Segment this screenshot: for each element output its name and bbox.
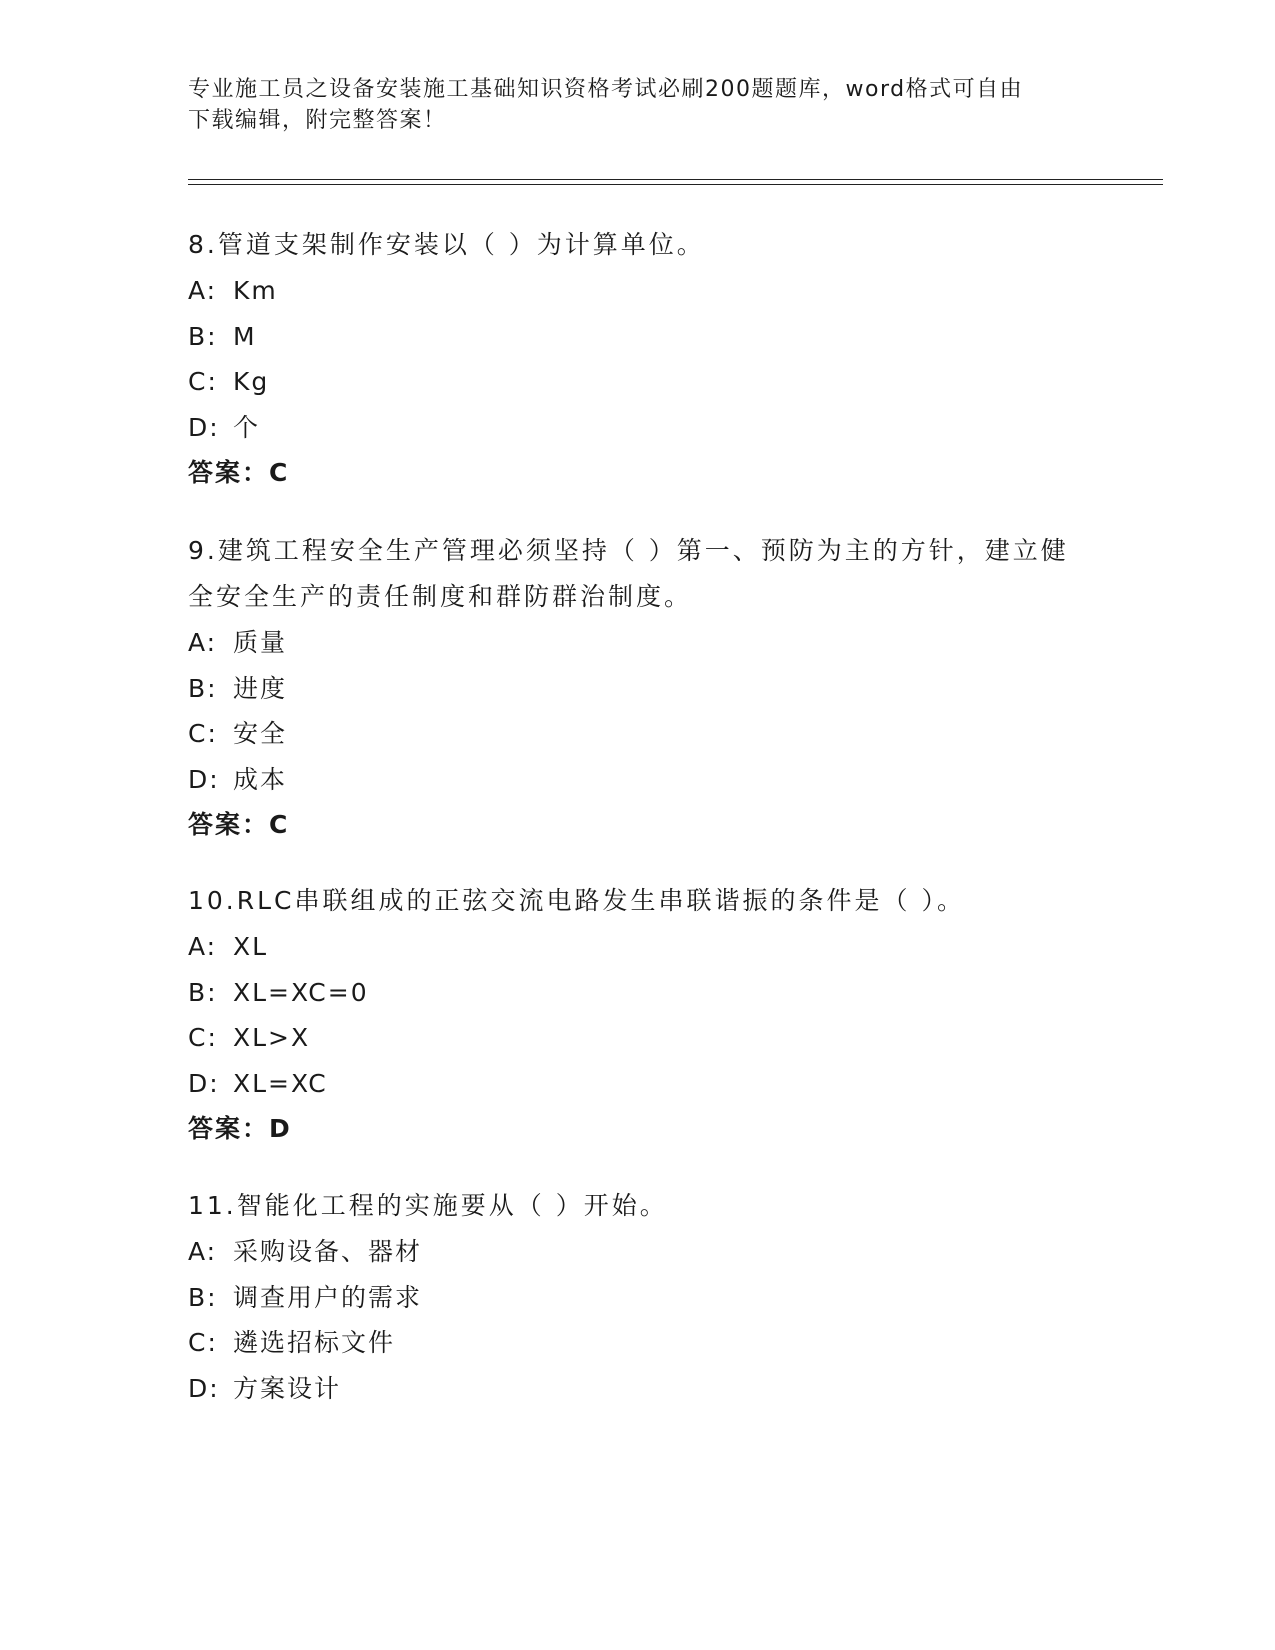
- option-text: 采购设备、器材: [233, 1237, 423, 1266]
- option-text: M: [233, 321, 257, 351]
- question-11: [188, 1183, 1088, 1411]
- option-b: [188, 666, 1088, 712]
- option-letter: A:: [188, 628, 218, 657]
- option-letter: B:: [188, 1282, 218, 1312]
- option-letter: A:: [188, 932, 218, 961]
- option-text: 遴选招标文件: [233, 1328, 396, 1357]
- option-d: [188, 1061, 1088, 1107]
- option-text: XL=XC: [233, 1068, 328, 1098]
- option-text: 调查用户的需求: [233, 1282, 423, 1312]
- option-text: XL=XC=0: [233, 977, 369, 1007]
- option-letter: B:: [188, 321, 218, 351]
- question-stem: 8.管道支架制作安装以（ ）为计算单位。: [188, 230, 705, 259]
- option-letter: A:: [188, 1237, 218, 1266]
- option-b: [188, 1275, 1088, 1321]
- option-c: [188, 1320, 1088, 1366]
- option-letter: C:: [188, 367, 218, 396]
- option-letter: D:: [188, 1068, 220, 1098]
- option-letter: C:: [188, 1328, 218, 1357]
- option-letter: D:: [188, 412, 220, 442]
- question-stem: 11.智能化工程的实施要从（ ）开始。: [188, 1191, 668, 1220]
- option-text: 安全: [233, 719, 288, 748]
- option-text: XL>X: [233, 1023, 311, 1052]
- header-title-line-1: 专业施工员之设备安装施工基础知识资格考试必刷200题题库，word格式可自由: [188, 77, 1024, 102]
- option-text: Km: [233, 276, 278, 305]
- answer-label: 答案：D: [188, 1114, 292, 1143]
- question-9: [188, 528, 1088, 848]
- question-10: [188, 878, 1088, 1152]
- option-d: [188, 405, 1088, 451]
- option-a: [188, 924, 1088, 970]
- option-letter: B:: [188, 977, 218, 1007]
- option-c: [188, 1015, 1088, 1061]
- option-text: 进度: [233, 673, 288, 703]
- option-letter: C:: [188, 1023, 218, 1052]
- option-letter: B:: [188, 673, 218, 703]
- question-stem: 9.建筑工程安全生产管理必须坚持（ ）第一、预防为主的方针，建立健全安全生产的责任制度和群防群治制度。: [188, 536, 1069, 611]
- option-letter: C:: [188, 719, 218, 748]
- option-text: 质量: [233, 628, 288, 657]
- option-letter: A:: [188, 276, 218, 305]
- option-c: [188, 359, 1088, 405]
- answer-label: 答案：C: [188, 458, 290, 487]
- document-header: [188, 74, 1088, 136]
- header-title-line-2: 下载编辑，附完整答案！: [188, 108, 447, 133]
- option-b: [188, 314, 1088, 360]
- answer-label: 答案：C: [188, 810, 290, 839]
- option-text: XL: [233, 932, 269, 961]
- option-letter: D:: [188, 764, 220, 794]
- option-d: [188, 1366, 1088, 1412]
- option-text: Kg: [233, 367, 270, 396]
- option-b: [188, 970, 1088, 1016]
- option-letter: D:: [188, 1373, 220, 1403]
- option-a: [188, 1229, 1088, 1275]
- option-c: [188, 711, 1088, 757]
- option-text: 成本: [233, 764, 288, 794]
- option-text: 方案设计: [233, 1373, 342, 1403]
- option-a: [188, 268, 1088, 314]
- question-stem: 10.RLC串联组成的正弦交流电路发生串联谐振的条件是（ ）。: [188, 886, 965, 915]
- header-divider: [188, 179, 1163, 185]
- option-a: [188, 620, 1088, 666]
- question-8: [188, 222, 1088, 496]
- option-text: 个: [233, 412, 261, 442]
- option-d: [188, 757, 1088, 803]
